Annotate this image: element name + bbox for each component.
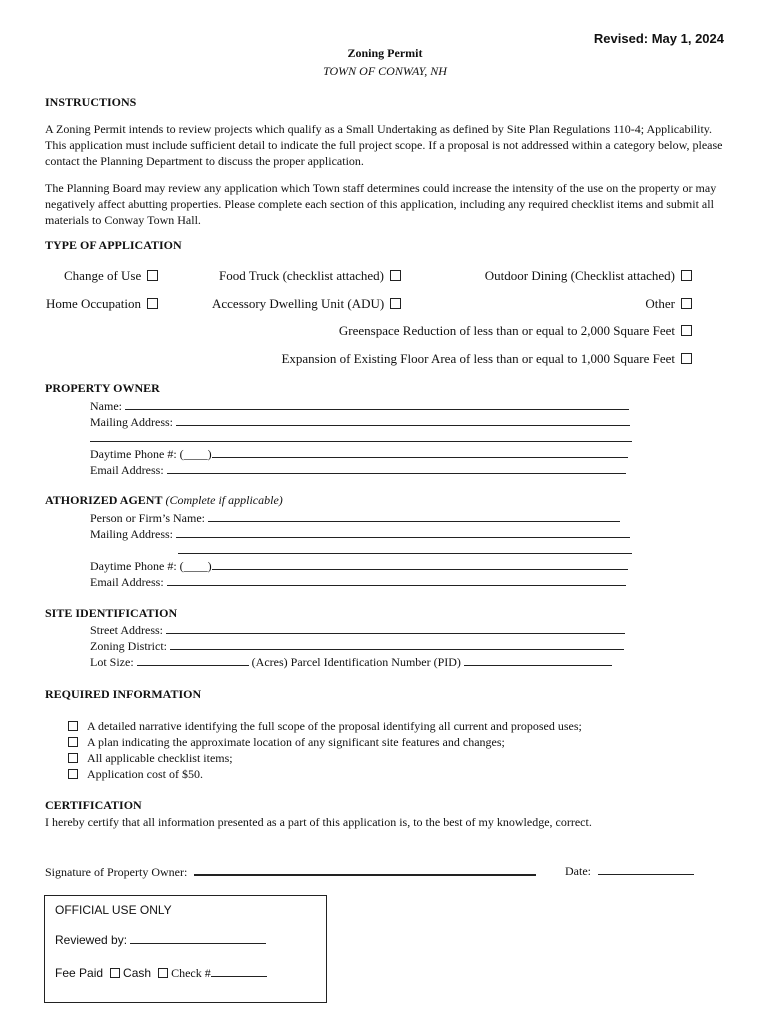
certification-heading: CERTIFICATION — [45, 798, 142, 812]
checkbox-food-truck[interactable] — [390, 270, 401, 281]
option-change-of-use[interactable]: Change of Use — [64, 268, 158, 284]
site-lot-size-field[interactable] — [137, 654, 249, 666]
certification-text: I hereby certify that all information presented as a part of this application is, to the best of my knowledge, correct. — [45, 815, 592, 829]
site-street-row — [90, 622, 625, 638]
agent-phone-label: Daytime Phone #: (____) — [90, 559, 212, 573]
owner-mailing-field-2[interactable] — [90, 430, 632, 442]
site-heading: SITE IDENTIFICATION — [45, 606, 178, 620]
reviewed-by-field[interactable] — [130, 932, 266, 944]
agent-email-label: Email Address: — [90, 575, 164, 589]
owner-email-label: Email Address: — [90, 463, 164, 477]
property-owner-heading: PROPERTY OWNER — [45, 381, 160, 395]
owner-mailing-label: Mailing Address: — [90, 415, 173, 429]
site-acres-pid-label: (Acres) Parcel Identification Number (PID) — [251, 655, 461, 669]
agent-heading: ATHORIZED AGENT — [45, 493, 163, 507]
site-lot-label: Lot Size: — [90, 655, 134, 669]
required-item: All applicable checklist items; — [68, 751, 233, 766]
agent-phone-row — [90, 558, 628, 574]
agent-email-row — [90, 574, 626, 590]
signature-label: Signature of Property Owner: — [45, 865, 188, 879]
owner-mailing-row — [90, 414, 630, 430]
site-pid-field[interactable] — [464, 654, 612, 666]
owner-phone-field[interactable] — [212, 446, 628, 458]
owner-phone-label: Daytime Phone #: (____) — [90, 447, 212, 461]
agent-mailing-label: Mailing Address: — [90, 527, 173, 541]
check-number-field[interactable] — [211, 965, 267, 977]
cash-label: Cash — [123, 966, 152, 980]
cash-checkbox[interactable] — [110, 968, 120, 978]
checkbox-change-of-use[interactable] — [147, 270, 158, 281]
owner-phone-row — [90, 446, 628, 462]
owner-email-field[interactable] — [167, 462, 626, 474]
owner-name-label: Name: — [90, 399, 122, 413]
option-greenspace-reduction[interactable]: Greenspace Reduction of less than or equal to 2,000 Square Feet — [339, 323, 692, 339]
option-other[interactable]: Other — [645, 296, 692, 312]
agent-heading-row — [45, 493, 283, 508]
checkbox-adu[interactable] — [390, 298, 401, 309]
fee-paid-label: Fee Paid — [55, 966, 104, 980]
agent-firm-field[interactable] — [208, 510, 620, 522]
application-type-heading: TYPE OF APPLICATION — [45, 238, 182, 252]
site-lot-row — [90, 654, 612, 670]
agent-mailing-field-2[interactable] — [178, 542, 632, 554]
required-heading: REQUIRED INFORMATION — [45, 687, 202, 701]
fee-paid-row — [55, 965, 267, 981]
checkbox-floor-area-expansion[interactable] — [681, 353, 692, 364]
required-checkbox-checklist[interactable] — [68, 753, 78, 763]
date-row — [565, 863, 694, 879]
checkbox-greenspace-reduction[interactable] — [681, 325, 692, 336]
checkbox-other[interactable] — [681, 298, 692, 309]
required-checkbox-plan[interactable] — [68, 737, 78, 747]
reviewed-by-row — [55, 932, 266, 947]
agent-email-field[interactable] — [167, 574, 626, 586]
option-floor-area-expansion[interactable]: Expansion of Existing Floor Area of less than or equal to 1,000 Square Feet — [281, 351, 692, 367]
agent-mailing-field[interactable] — [176, 526, 630, 538]
owner-mailing-field[interactable] — [176, 414, 630, 426]
official-use-box — [44, 895, 327, 1003]
form-subtitle: TOWN OF CONWAY, NH — [323, 64, 447, 78]
signature-field[interactable] — [194, 863, 536, 876]
required-item: Application cost of $50. — [68, 767, 203, 782]
required-checkbox-fee[interactable] — [68, 769, 78, 779]
check-checkbox[interactable] — [158, 968, 168, 978]
site-zoning-label: Zoning District: — [90, 639, 167, 653]
reviewed-by-label: Reviewed by: — [55, 933, 128, 947]
agent-phone-field[interactable] — [212, 558, 628, 570]
signature-row — [45, 863, 536, 880]
option-adu[interactable]: Accessory Dwelling Unit (ADU) — [212, 296, 401, 312]
agent-mailing-row-2 — [178, 542, 632, 558]
site-street-field[interactable] — [166, 622, 625, 634]
owner-name-row — [90, 398, 629, 414]
site-zoning-field[interactable] — [170, 638, 624, 650]
agent-mailing-row — [90, 526, 630, 542]
owner-email-row — [90, 462, 626, 478]
date-field[interactable] — [598, 863, 694, 875]
form-title: Zoning Permit — [347, 46, 423, 60]
instructions-paragraph-2: The Planning Board may review any application which Town staff determines could increase the intensity of the use on the property or may negatively affect abutting properties. Please complete each section of this application, including any required checklist items and submit all materials to Conway Town Hall. — [45, 181, 717, 227]
owner-name-field[interactable] — [125, 398, 629, 410]
agent-note: (Complete if applicable) — [165, 493, 283, 507]
agent-firm-label: Person or Firm’s Name: — [90, 511, 205, 525]
option-home-occupation[interactable]: Home Occupation — [46, 296, 158, 312]
checkbox-outdoor-dining[interactable] — [681, 270, 692, 281]
agent-firm-row — [90, 510, 620, 526]
required-item: A plan indicating the approximate location of any significant site features and changes; — [68, 735, 505, 750]
official-use-title: OFFICIAL USE ONLY — [55, 903, 172, 917]
check-number-label: Check # — [171, 966, 211, 980]
option-food-truck[interactable]: Food Truck (checklist attached) — [219, 268, 401, 284]
option-outdoor-dining[interactable]: Outdoor Dining (Checklist attached) — [485, 268, 692, 284]
date-label: Date: — [565, 864, 591, 878]
site-zoning-row — [90, 638, 624, 654]
instructions-paragraph-1: A Zoning Permit intends to review projects which qualify as a Small Undertaking as defined by Site Plan Regulations 110-4; Applicability. This application must include sufficient detail to indicate the full project scope. If a proposal is not addressed within a category below, please contact the Planning Department to discuss the proper application. — [45, 122, 723, 168]
required-checkbox-narrative[interactable] — [68, 721, 78, 731]
owner-mailing-row-2 — [90, 430, 632, 446]
revised-date: Revised: May 1, 2024 — [593, 31, 724, 46]
checkbox-home-occupation[interactable] — [147, 298, 158, 309]
site-street-label: Street Address: — [90, 623, 163, 637]
instructions-heading: INSTRUCTIONS — [45, 95, 137, 109]
required-item: A detailed narrative identifying the full scope of the proposal identifying all current and proposed uses; — [68, 719, 582, 734]
